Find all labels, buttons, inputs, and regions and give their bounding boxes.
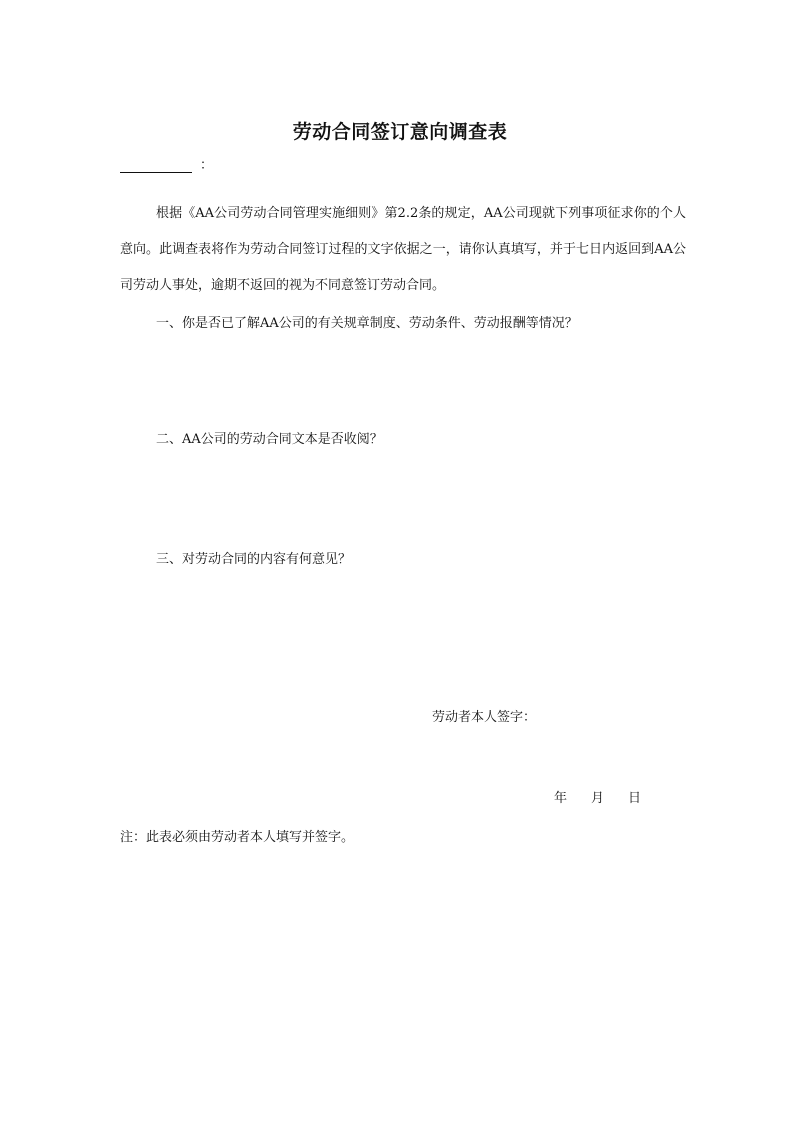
intro-paragraph: 根据《AA公司劳动合同管理实施细则》第2.2条的规定，AA公司现就下列事项征求你的个人意向。此调查表将作为劳动合同签订过程的文字依据之一，请你认真填写，并于七日内返回到AA公司劳动人事处，逾期不返回的视为不同意签订劳动合同。 (120, 206, 686, 293)
signature-label: 劳动者本人签字： (432, 710, 537, 725)
date-row (554, 787, 641, 806)
date-day-label: 日 (628, 791, 642, 806)
addressee-line (120, 154, 213, 173)
addressee-colon: ： (200, 158, 214, 173)
question-3: 三、对劳动合同的内容有何意见？ (156, 552, 352, 567)
question-2: 二、AA公司的劳动合同文本是否收阅？ (156, 432, 383, 447)
document-title: 劳动合同签订意向调查表 (292, 120, 508, 143)
date-year-label: 年 (554, 791, 568, 806)
footnote: 注：此表必须由劳动者本人填写并签字。 (120, 830, 355, 845)
date-month-label: 月 (591, 791, 605, 806)
question-1: 一、你是否已了解AA公司的有关规章制度、劳动条件、劳动报酬等情况？ (156, 316, 578, 331)
addressee-blank[interactable] (120, 156, 192, 173)
